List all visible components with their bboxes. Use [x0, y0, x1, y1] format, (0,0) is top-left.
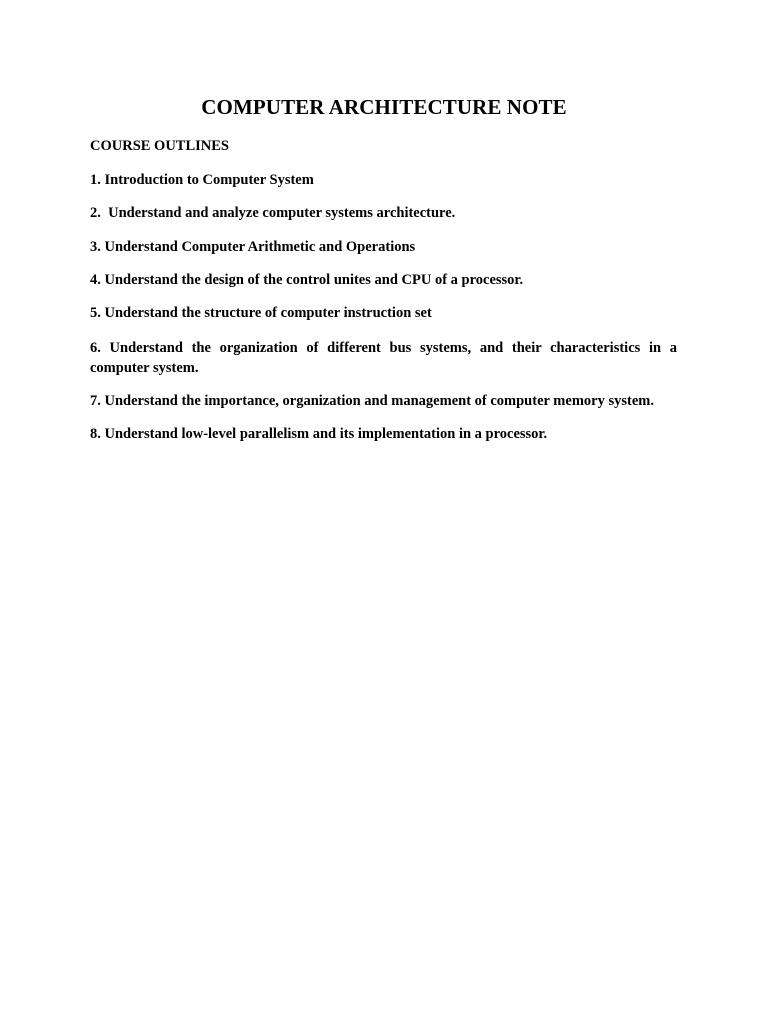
course-outlines-heading: COURSE OUTLINES [90, 138, 229, 154]
outline-item-3: 3. Understand Computer Arithmetic and Operations [90, 239, 416, 255]
outline-item-8: 8. Understand low-level parallelism and its implementation in a processor. [90, 426, 548, 442]
outline-item-6: 6. Understand the organization of different bus systems, and their characteristics in a computer system. [90, 340, 677, 376]
outline-item-7: 7. Understand the importance, organization and management of computer memory system. [90, 393, 654, 409]
outline-item-5: 5. Understand the structure of computer instruction set [90, 305, 432, 321]
outline-item-4: 4. Understand the design of the control unites and CPU of a processor. [90, 272, 524, 288]
outline-item-2: 2. Understand and analyze computer systems architecture. [90, 205, 456, 221]
outline-item-1: 1. Introduction to Computer System [90, 172, 314, 188]
document-title: COMPUTER ARCHITECTURE NOTE [201, 95, 567, 119]
